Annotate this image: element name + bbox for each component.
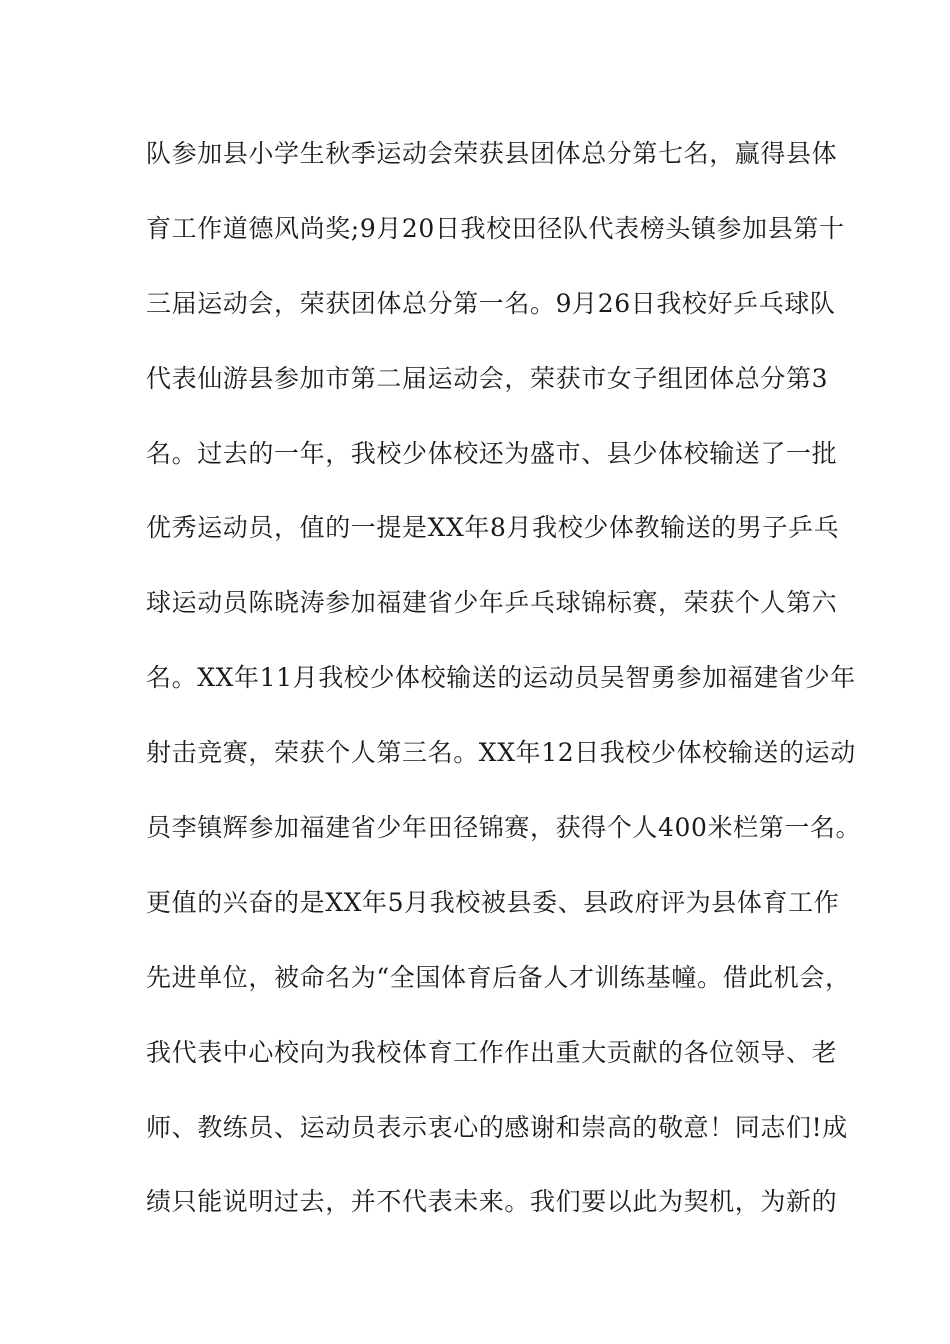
text-line: 代表仙游县参加市第二届运动会，荣获市女子组团体总分第3 bbox=[146, 363, 829, 393]
text-line: 球运动员陈晓涛参加福建省少年乒乓球锦标赛，荣获个人第六 bbox=[146, 588, 838, 618]
text-line: 名。过去的一年，我校少体校还为盛市、县少体校输送了一批 bbox=[146, 438, 838, 468]
text-line: 员李镇辉参加福建省少年田径锦赛，获得个人400米栏第一名。 bbox=[146, 813, 862, 843]
text-line: 我代表中心校向为我校体育工作作出重大贡献的各位领导、老 bbox=[146, 1037, 838, 1067]
text-line: 先进单位，被命名为“全国体育后备人才训练基幢。借此机会， bbox=[146, 962, 851, 992]
text-line: 三届运动会，荣获团体总分第一名。9月26日我校好乒乓球队 bbox=[146, 288, 836, 318]
text-line: 绩只能说明过去，并不代表未来。我们要以此为契机，为新的 bbox=[146, 1187, 838, 1217]
body-text bbox=[146, 131, 862, 1254]
text-line: 师、教练员、运动员表示衷心的感谢和崇高的敬意！同志们!成 bbox=[146, 1112, 848, 1142]
text-line: 育工作道德风尚奖;9月20日我校田径队代表榜头镇参加县第十 bbox=[146, 213, 845, 243]
text-line: 名。XX年11月我校少体校输送的运动员吴智勇参加福建省少年 bbox=[146, 663, 856, 693]
text-line: 更值的兴奋的是XX年5月我校被县委、县政府评为县体育工作 bbox=[146, 887, 840, 917]
text-line: 队参加县小学生秋季运动会荣获县团体总分第七名，赢得县体 bbox=[146, 139, 838, 168]
text-line: 射击竞赛，荣获个人第三名。XX年12日我校少体校输送的运动 bbox=[146, 738, 856, 768]
text-line: 优秀运动员，值的一提是XX年8月我校少体教输送的男子乒乓 bbox=[146, 513, 840, 543]
